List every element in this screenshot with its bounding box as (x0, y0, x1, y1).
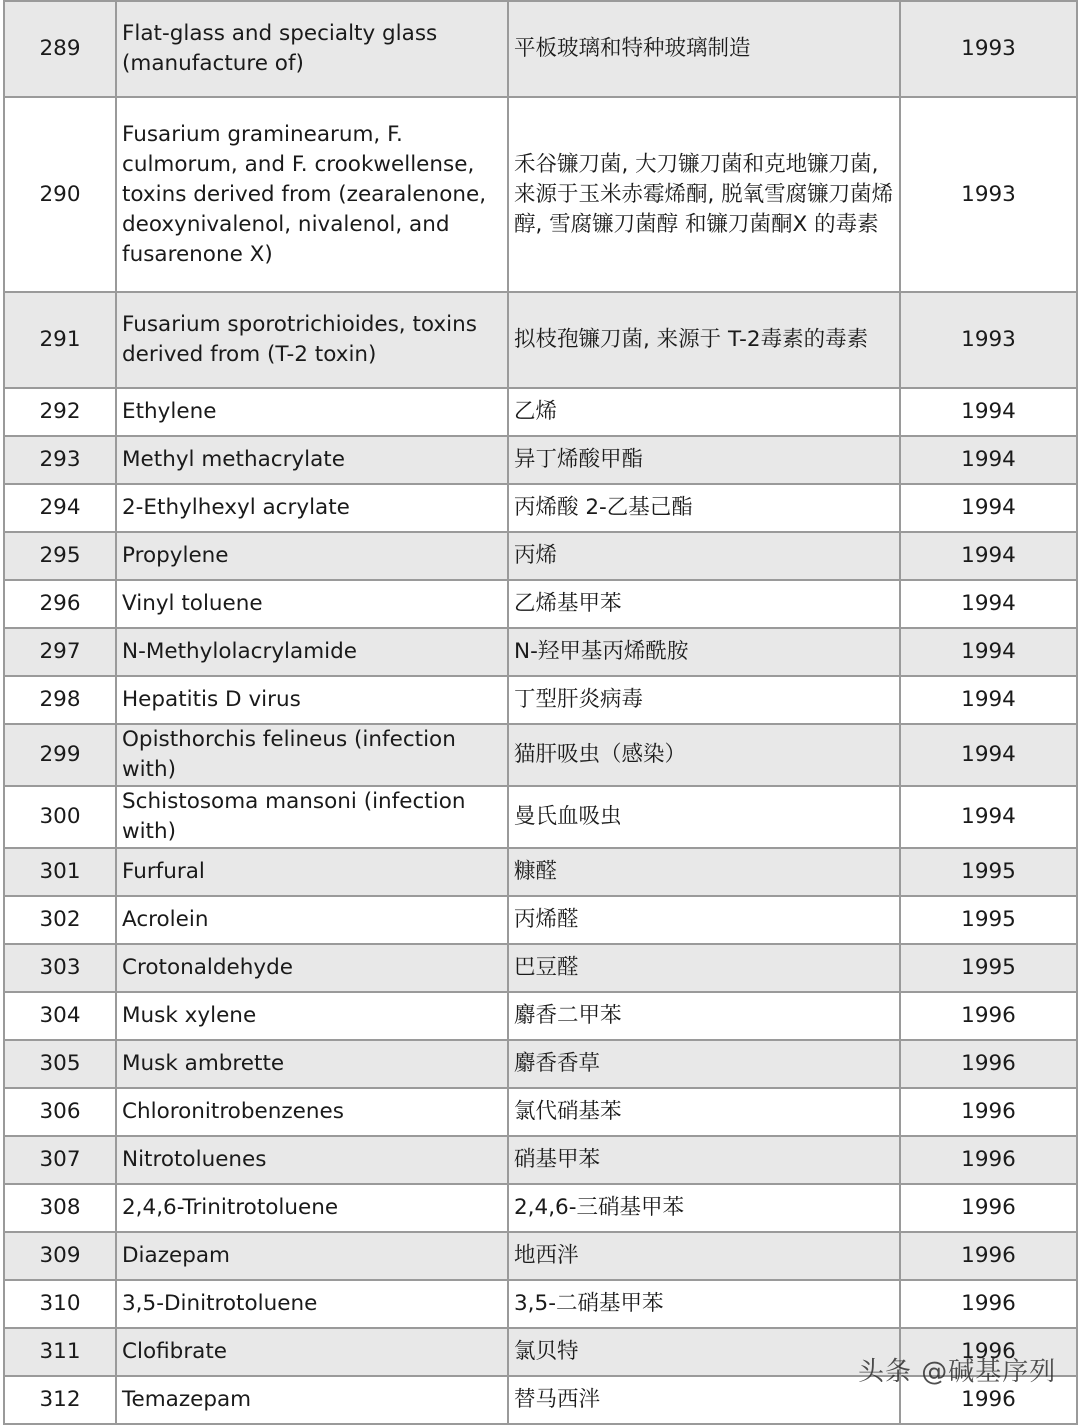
year: 1995 (900, 896, 1077, 944)
year: 1996 (900, 1184, 1077, 1232)
table-row (4, 388, 1077, 436)
row-number: 310 (4, 1280, 116, 1328)
year: 1994 (900, 628, 1077, 676)
agent-name-en: Chloronitrobenzenes (116, 1088, 508, 1136)
agent-name-en: Fusarium graminearum, F. culmorum, and F. crookwellense, toxins derived from (zearalenone, deoxynivalenol, nivalenol, and fusarenone X) (116, 97, 508, 292)
year: 1994 (900, 436, 1077, 484)
row-number: 307 (4, 1136, 116, 1184)
table-row (4, 484, 1077, 532)
agent-name-zh: 氯贝特 (508, 1328, 900, 1376)
row-number: 301 (4, 848, 116, 896)
agent-name-en: Crotonaldehyde (116, 944, 508, 992)
year: 1994 (900, 786, 1077, 848)
table-row (4, 676, 1077, 724)
table-row (4, 1280, 1077, 1328)
agent-name-en: Diazepam (116, 1232, 508, 1280)
agent-name-zh: 丙烯酸 2-乙基己酯 (508, 484, 900, 532)
agent-name-zh: 3,5-二硝基甲苯 (508, 1280, 900, 1328)
year: 1996 (900, 1232, 1077, 1280)
table-row (4, 1088, 1077, 1136)
year: 1993 (900, 97, 1077, 292)
table-row (4, 944, 1077, 992)
row-number: 305 (4, 1040, 116, 1088)
agent-name-zh: 乙烯 (508, 388, 900, 436)
agent-name-en: Opisthorchis felineus (infection with) (116, 724, 508, 786)
agent-name-zh: 麝香二甲苯 (508, 992, 900, 1040)
agent-list-table (3, 0, 1078, 1425)
year: 1996 (900, 1136, 1077, 1184)
table-row (4, 848, 1077, 896)
agent-name-zh: 丙烯醛 (508, 896, 900, 944)
agent-name-en: Vinyl toluene (116, 580, 508, 628)
row-number: 295 (4, 532, 116, 580)
year: 1993 (900, 1, 1077, 97)
row-number: 304 (4, 992, 116, 1040)
row-number: 299 (4, 724, 116, 786)
row-number: 292 (4, 388, 116, 436)
agent-name-en: Furfural (116, 848, 508, 896)
year: 1994 (900, 532, 1077, 580)
year: 1994 (900, 580, 1077, 628)
table-row (4, 97, 1077, 292)
table-row (4, 580, 1077, 628)
row-number: 302 (4, 896, 116, 944)
agent-name-zh: N-羟甲基丙烯酰胺 (508, 628, 900, 676)
agent-name-en: Flat-glass and specialty glass (manufacture of) (116, 1, 508, 97)
table-row (4, 1184, 1077, 1232)
table-row (4, 1, 1077, 97)
table-row (4, 532, 1077, 580)
row-number: 309 (4, 1232, 116, 1280)
row-number: 311 (4, 1328, 116, 1376)
year: 1994 (900, 388, 1077, 436)
year: 1996 (900, 1088, 1077, 1136)
row-number: 312 (4, 1376, 116, 1424)
agent-name-en: Nitrotoluenes (116, 1136, 508, 1184)
table-row (4, 628, 1077, 676)
row-number: 308 (4, 1184, 116, 1232)
agent-name-zh: 丁型肝炎病毒 (508, 676, 900, 724)
agent-name-zh: 曼氏血吸虫 (508, 786, 900, 848)
agent-name-en: Propylene (116, 532, 508, 580)
agent-name-en: Schistosoma mansoni (infection with) (116, 786, 508, 848)
agent-name-zh: 乙烯基甲苯 (508, 580, 900, 628)
agent-name-en: 2-Ethylhexyl acrylate (116, 484, 508, 532)
agent-name-zh: 氯代硝基苯 (508, 1088, 900, 1136)
agent-name-zh: 替马西泮 (508, 1376, 900, 1424)
year: 1996 (900, 1376, 1077, 1424)
agent-name-en: Musk xylene (116, 992, 508, 1040)
table-row (4, 1040, 1077, 1088)
agent-name-zh: 拟枝孢镰刀菌, 来源于 T-2毒素的毒素 (508, 292, 900, 388)
agent-name-zh: 禾谷镰刀菌, 大刀镰刀菌和克地镰刀菌, 来源于玉米赤霉烯酮, 脱氧雪腐镰刀菌烯醇, 雪腐镰刀菌醇 和镰刀菌酮X 的毒素 (508, 97, 900, 292)
agent-name-zh: 异丁烯酸甲酯 (508, 436, 900, 484)
year: 1996 (900, 1040, 1077, 1088)
year: 1996 (900, 1280, 1077, 1328)
year: 1993 (900, 292, 1077, 388)
agent-name-zh: 糠醛 (508, 848, 900, 896)
agent-name-en: Ethylene (116, 388, 508, 436)
row-number: 290 (4, 97, 116, 292)
row-number: 303 (4, 944, 116, 992)
row-number: 294 (4, 484, 116, 532)
table-row (4, 896, 1077, 944)
year: 1994 (900, 484, 1077, 532)
agent-name-zh: 麝香香草 (508, 1040, 900, 1088)
row-number: 293 (4, 436, 116, 484)
agent-name-en: Clofibrate (116, 1328, 508, 1376)
year: 1996 (900, 1328, 1077, 1376)
agent-name-zh: 猫肝吸虫（感染） (508, 724, 900, 786)
agent-name-en: Acrolein (116, 896, 508, 944)
agent-name-en: N-Methylolacrylamide (116, 628, 508, 676)
table-row (4, 1136, 1077, 1184)
year: 1996 (900, 992, 1077, 1040)
row-number: 298 (4, 676, 116, 724)
agent-name-en: 2,4,6-Trinitrotoluene (116, 1184, 508, 1232)
row-number: 289 (4, 1, 116, 97)
agent-name-en: Musk ambrette (116, 1040, 508, 1088)
row-number: 306 (4, 1088, 116, 1136)
table-row (4, 436, 1077, 484)
table-row (4, 1232, 1077, 1280)
year: 1994 (900, 724, 1077, 786)
agent-name-zh: 硝基甲苯 (508, 1136, 900, 1184)
agent-name-en: Hepatitis D virus (116, 676, 508, 724)
watermark: 头条 @碱基序列 (858, 1357, 1057, 1387)
table-row (4, 724, 1077, 786)
year: 1995 (900, 944, 1077, 992)
table-row (4, 292, 1077, 388)
agent-name-en: Temazepam (116, 1376, 508, 1424)
agent-name-en: 3,5-Dinitrotoluene (116, 1280, 508, 1328)
agent-name-zh: 平板玻璃和特种玻璃制造 (508, 1, 900, 97)
table-row (4, 786, 1077, 848)
row-number: 297 (4, 628, 116, 676)
agent-name-zh: 2,4,6-三硝基甲苯 (508, 1184, 900, 1232)
agent-name-en: Methyl methacrylate (116, 436, 508, 484)
table-row (4, 992, 1077, 1040)
agent-name-en: Fusarium sporotrichioides, toxins derived from (T-2 toxin) (116, 292, 508, 388)
year: 1994 (900, 676, 1077, 724)
row-number: 291 (4, 292, 116, 388)
year: 1995 (900, 848, 1077, 896)
agent-name-zh: 丙烯 (508, 532, 900, 580)
row-number: 296 (4, 580, 116, 628)
agent-name-zh: 巴豆醛 (508, 944, 900, 992)
row-number: 300 (4, 786, 116, 848)
agent-name-zh: 地西泮 (508, 1232, 900, 1280)
